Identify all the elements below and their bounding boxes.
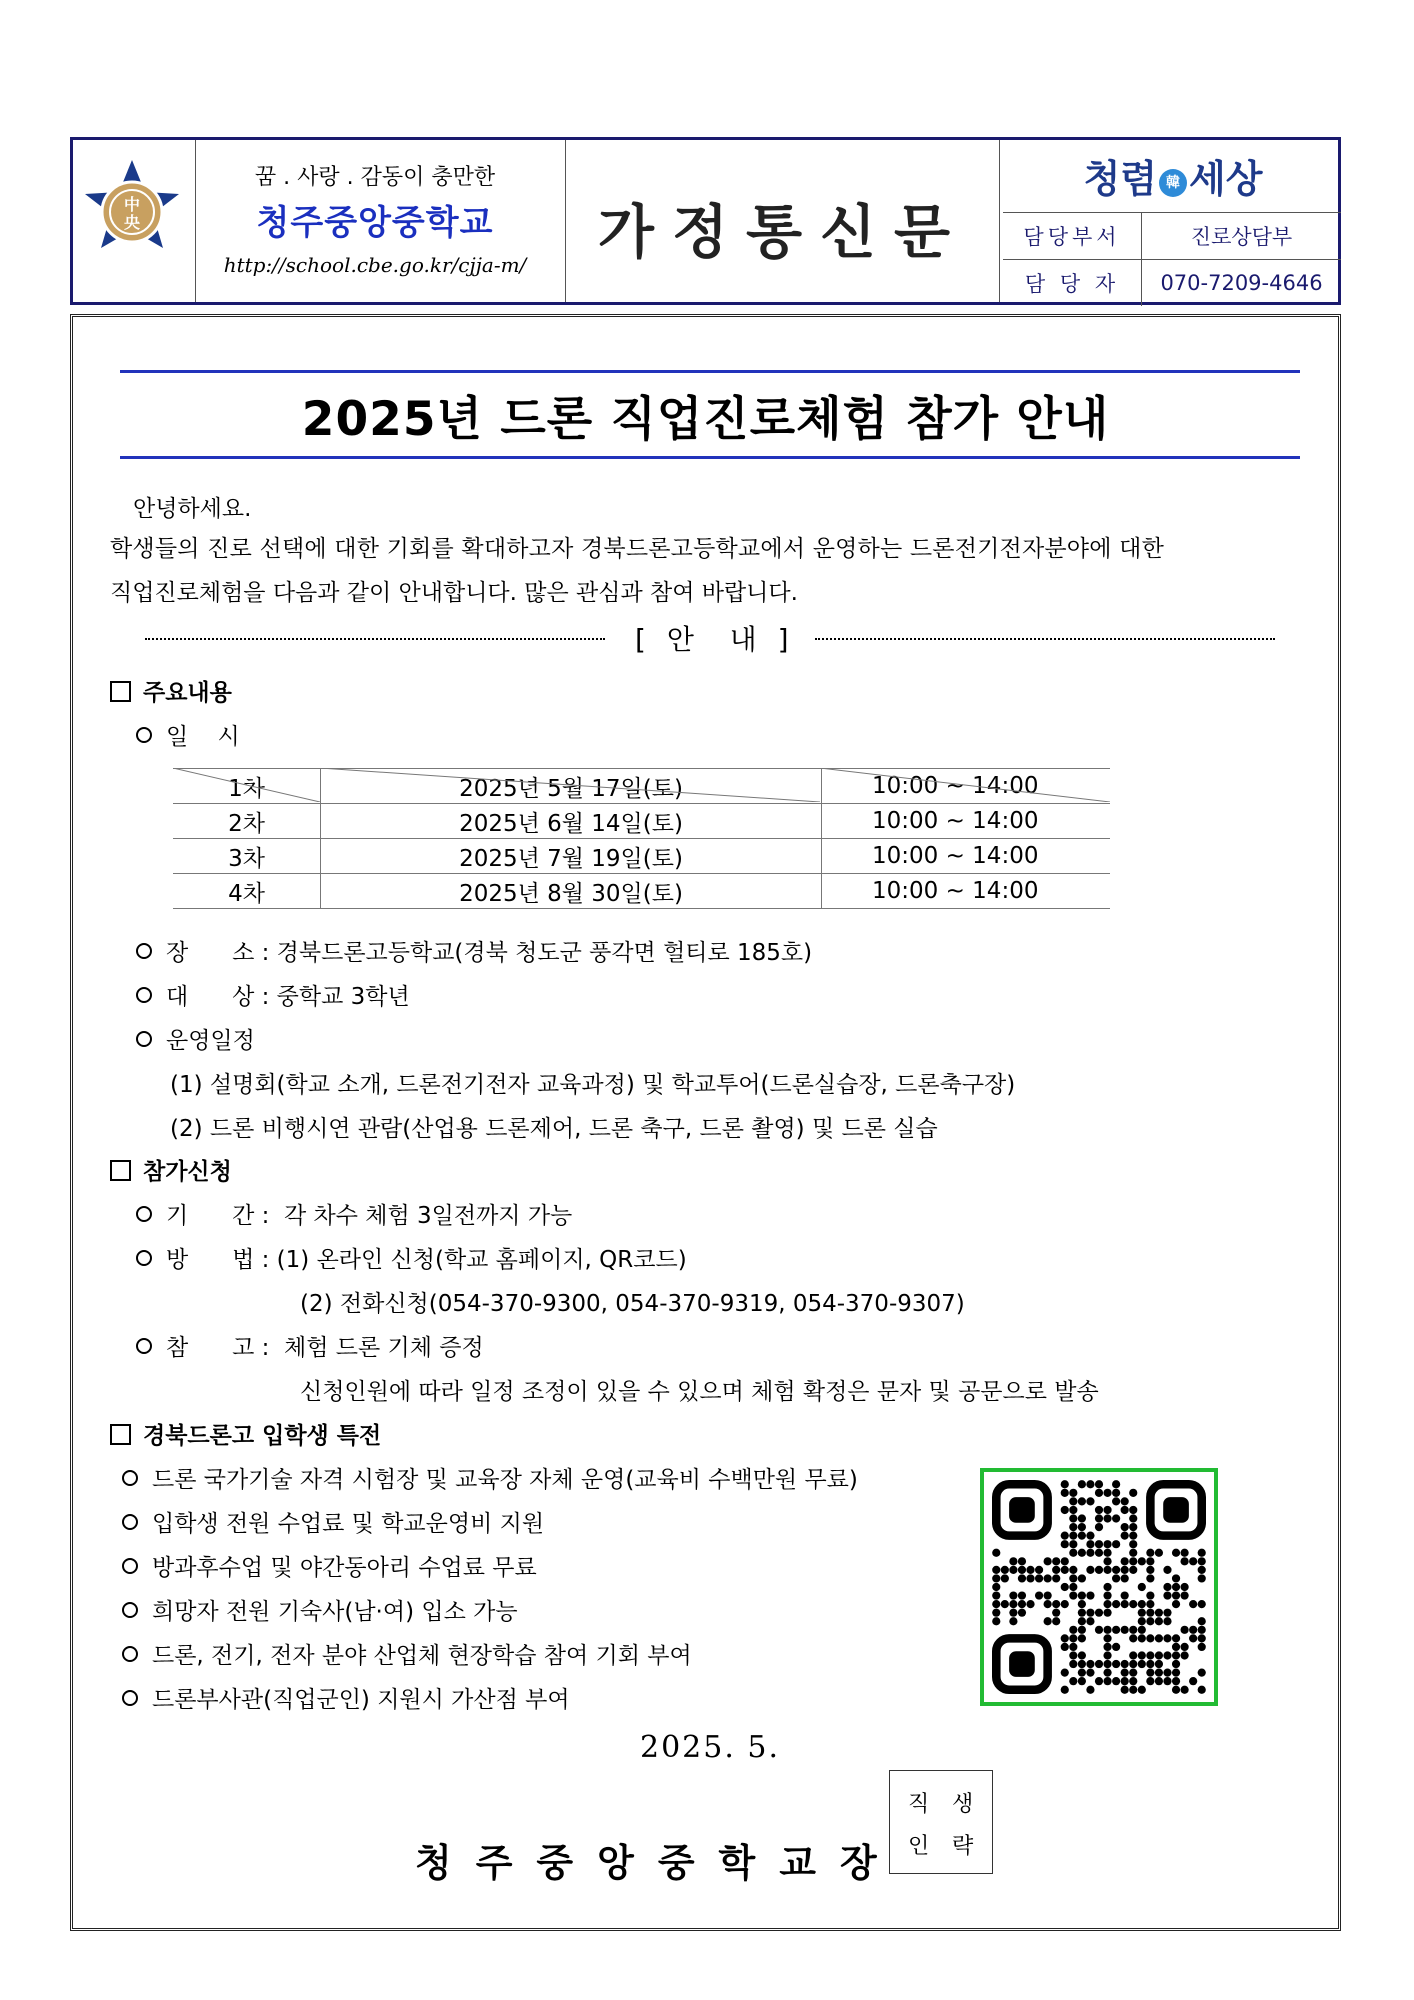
note-line-2: 신청인원에 따라 일정 조정이 있을 수 있으며 체험 확정은 문자 및 공문으로 발송 xyxy=(300,1379,1099,1405)
checkbox-icon xyxy=(110,681,131,702)
place-text: 장 소 : 경북드론고등학교(경북 청도군 풍각면 헐티로 185호) xyxy=(166,940,813,966)
circle-bullet-icon xyxy=(136,987,152,1003)
round-cell: 1차 xyxy=(173,769,321,804)
section-benefits-heading xyxy=(110,1417,381,1450)
circle-bullet-icon xyxy=(136,727,152,743)
note-line-1 xyxy=(136,1329,484,1362)
list-item xyxy=(122,1681,570,1714)
schedule-label xyxy=(136,718,240,751)
period-line xyxy=(136,1197,572,1230)
schedule-label-text: 일 시 xyxy=(166,724,240,750)
circle-bullet-icon xyxy=(122,1690,138,1706)
round-cell: 4차 xyxy=(173,874,321,909)
circle-bullet-icon xyxy=(136,1250,152,1266)
contact-key: 담당부서 xyxy=(1003,213,1142,260)
program-item-2: (2) 드론 비행시연 관람(산업용 드론제어, 드론 축구, 드론 촬영) 및 드론 실습 xyxy=(170,1116,938,1142)
time-cell: 10:00 ~ 14:00 xyxy=(822,839,1111,874)
benefit-text: 드론, 전기, 전자 분야 산업체 현장학습 참여 기회 부여 xyxy=(152,1643,692,1669)
list-item xyxy=(122,1505,544,1538)
school-name: 청주중앙중학교 xyxy=(256,203,494,243)
intro-line-2: 직업진로체험을 다음과 같이 안내합니다. 많은 관심과 참여 바랍니다. xyxy=(110,580,798,606)
circle-bullet-icon xyxy=(136,1031,152,1047)
benefit-text: 방과후수업 및 야간동아리 수업료 무료 xyxy=(152,1555,537,1581)
circle-bullet-icon xyxy=(122,1646,138,1662)
circle-bullet-icon xyxy=(122,1558,138,1574)
intro-line-1: 학생들의 진로 선택에 대한 기회를 확대하고자 경북드론고등학교에서 운영하는 드론전기전자분야에 대한 xyxy=(110,536,1164,562)
time-cell: 10:00 ~ 14:00 xyxy=(822,769,1111,804)
round-cell: 2차 xyxy=(173,804,321,839)
contact-row xyxy=(1003,213,1341,260)
seal-char: 략 xyxy=(952,1834,974,1859)
contact-key: 담 당 자 xyxy=(1003,260,1142,307)
target-text: 대 상 : 중학교 3학년 xyxy=(166,984,410,1010)
program-label-line xyxy=(136,1022,255,1055)
title-rule-top xyxy=(120,370,1300,373)
qr-code-image xyxy=(984,1472,1214,1702)
checkbox-icon xyxy=(110,1424,131,1445)
section-apply-heading xyxy=(110,1153,232,1186)
table-row xyxy=(173,839,1110,874)
circle-bullet-icon xyxy=(136,1338,152,1354)
logo-text-bottom: 央 xyxy=(123,213,141,232)
program-item-1: (1) 설명회(학교 소개, 드론전기전자 교육과정) 및 학교투어(드론실습장, 드론축구장) xyxy=(170,1072,1016,1098)
slogan-right: 세상 xyxy=(1189,156,1263,201)
slogan-left: 청렴 xyxy=(1083,156,1157,201)
section-main-heading xyxy=(110,674,232,707)
logo-text-top: 中 xyxy=(123,195,141,214)
list-item xyxy=(122,1461,858,1494)
circle-bullet-icon xyxy=(122,1470,138,1486)
note-text-1: 참 고 : 체험 드론 기체 증정 xyxy=(166,1335,484,1361)
official-seal-box xyxy=(889,1770,993,1874)
seal-char: 생 xyxy=(952,1792,974,1817)
contact-table xyxy=(1003,212,1341,306)
newsletter-title: 가정통신문 xyxy=(597,198,969,266)
greeting: 안녕하세요. xyxy=(133,496,252,522)
round-cell: 3차 xyxy=(173,839,321,874)
circle-bullet-icon xyxy=(136,1206,152,1222)
list-item xyxy=(122,1593,518,1626)
place-line xyxy=(136,934,812,967)
method-line-2: (2) 전화신청(054-370-9300, 054-370-9319, 054-370-9307) xyxy=(300,1291,965,1317)
contact-value: 070-7209-4646 xyxy=(1142,260,1342,307)
benefit-text: 드론 국가기술 자격 시험장 및 교육장 자체 운영(교육비 수백만원 무료) xyxy=(152,1467,858,1493)
benefit-text: 희망자 전원 기숙사(남·여) 입소 가능 xyxy=(152,1599,518,1625)
table-row xyxy=(173,874,1110,909)
document-title: 2025년 드론 직업진로체험 참가 안내 xyxy=(301,392,1110,447)
date-cell: 2025년 6월 14일(토) xyxy=(321,804,822,839)
method-line-1 xyxy=(136,1241,687,1274)
benefit-text: 입학생 전원 수업료 및 학교운영비 지원 xyxy=(152,1511,545,1537)
integrity-slogan xyxy=(1008,148,1338,203)
contact-value: 진로상담부 xyxy=(1142,213,1342,260)
issue-date: 2025. 5. xyxy=(640,1730,781,1765)
checkbox-icon xyxy=(110,1160,131,1181)
school-logo xyxy=(79,152,185,282)
list-item xyxy=(122,1549,537,1582)
target-line xyxy=(136,978,410,1011)
seal-char: 직 xyxy=(908,1792,930,1817)
seal-char: 인 xyxy=(908,1834,930,1859)
program-label: 운영일정 xyxy=(166,1028,255,1054)
time-cell: 10:00 ~ 14:00 xyxy=(822,874,1111,909)
section-apply-label: 참가신청 xyxy=(143,1159,232,1185)
list-item xyxy=(122,1637,692,1670)
qr-code[interactable] xyxy=(980,1468,1218,1706)
time-cell: 10:00 ~ 14:00 xyxy=(822,804,1111,839)
date-cell: 2025년 5월 17일(토) xyxy=(321,769,822,804)
method-text-1: 방 법 : (1) 온라인 신청(학교 홈페이지, QR코드) xyxy=(166,1247,687,1273)
circle-bullet-icon xyxy=(122,1602,138,1618)
notice-heading: [ 안 내 ] xyxy=(635,623,795,656)
header-diagonal-lines xyxy=(173,768,1110,802)
newsletter-header xyxy=(70,137,1341,305)
benefit-text: 드론부사관(직업군인) 지원시 가산점 부여 xyxy=(152,1687,570,1713)
table-row xyxy=(173,804,1110,839)
principal-signature: 청주중앙중학교장 xyxy=(415,1840,901,1885)
circle-bullet-icon xyxy=(136,943,152,959)
contact-row xyxy=(1003,260,1341,307)
title-rule-bottom xyxy=(120,456,1300,459)
slogan-mid: 韓 xyxy=(1159,169,1187,197)
school-motto: 꿈 . 사랑 . 감동이 충만한 xyxy=(254,165,496,190)
circle-bullet-icon xyxy=(122,1514,138,1530)
period-text: 기 간 : 각 차수 체험 3일전까지 가능 xyxy=(166,1203,573,1229)
school-url[interactable]: http://school.cbe.go.kr/cjja-m/ xyxy=(223,253,527,277)
section-main-label: 주요내용 xyxy=(143,680,232,706)
date-cell: 2025년 8월 30일(토) xyxy=(321,874,822,909)
section-benefits-label: 경북드론고 입학생 특전 xyxy=(143,1423,382,1449)
date-cell: 2025년 7월 19일(토) xyxy=(321,839,822,874)
